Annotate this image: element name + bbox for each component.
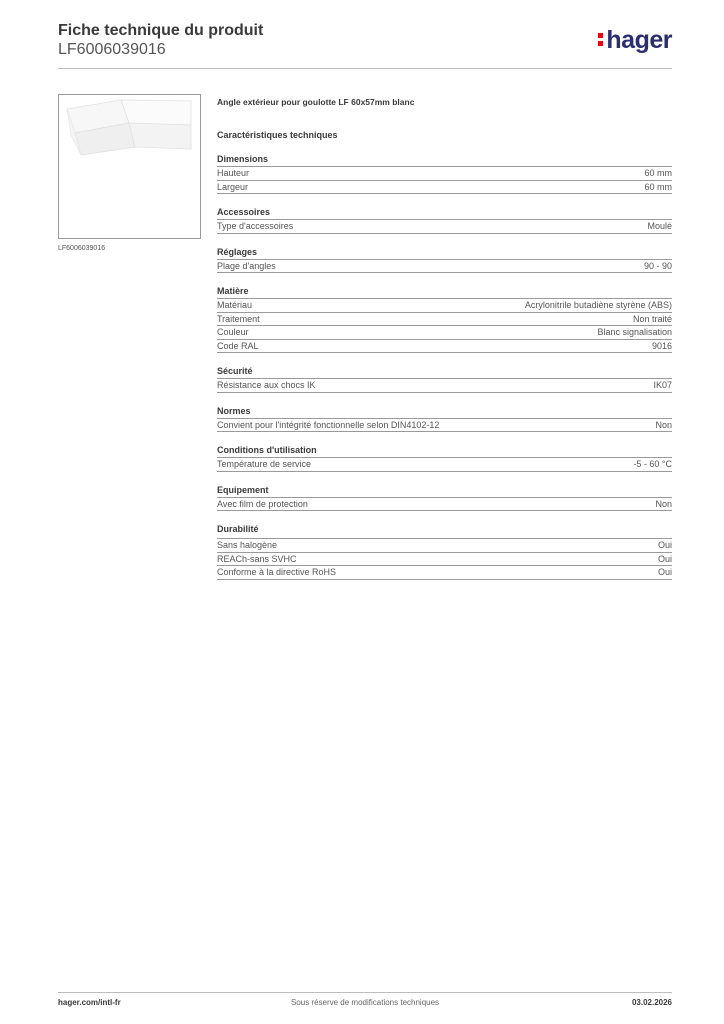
logo-text: hager: [606, 26, 672, 54]
spec-row: [217, 220, 672, 234]
header-divider: [58, 68, 672, 69]
spec-section: [217, 406, 672, 433]
section-title: Matière: [217, 286, 672, 299]
spec-row: [217, 340, 672, 354]
spec-section: [217, 445, 672, 472]
spec-label: Température de service: [217, 459, 312, 469]
spec-row: [217, 260, 672, 274]
spec-value: Non: [655, 498, 672, 509]
spec-section: [217, 286, 672, 353]
spec-row: [217, 326, 672, 340]
section-title: Normes: [217, 406, 672, 419]
spec-value: IK07: [653, 380, 672, 390]
spec-row: [217, 553, 672, 567]
spec-label: Conforme à la directive RoHS: [217, 567, 337, 577]
spec-label: Résistance aux chocs IK: [217, 380, 316, 390]
spec-section: [217, 207, 672, 234]
spec-value: Oui: [657, 553, 672, 564]
spec-row: [217, 313, 672, 327]
section-title: Equipement: [217, 485, 672, 498]
spec-section: [217, 485, 672, 512]
spec-label: Avec film de protection: [217, 498, 308, 509]
section-title: Réglages: [217, 247, 672, 260]
spec-label: REACh-sans SVHC: [217, 553, 297, 564]
section-title: Accessoires: [217, 207, 672, 220]
spec-value: Non traité: [632, 313, 672, 324]
spec-row: [217, 566, 672, 580]
footer-website: hager.com/intl-fr: [58, 998, 121, 1007]
spec-label: Matériau: [217, 300, 253, 310]
section-title: Durabilité: [217, 524, 672, 539]
spec-value: Oui: [657, 540, 672, 550]
technical-heading: Caractéristiques techniques: [217, 130, 338, 140]
spec-value: Blanc signalisation: [597, 327, 672, 337]
section-title: Sécurité: [217, 366, 672, 379]
spec-value: Oui: [657, 567, 672, 577]
spec-content: [217, 97, 672, 580]
spec-value: 60 mm: [644, 181, 672, 192]
spec-label: Largeur: [217, 181, 249, 192]
spec-label: Traitement: [217, 313, 260, 324]
spec-label: Couleur: [217, 327, 249, 337]
spec-row: [217, 498, 672, 512]
product-reference: LF6006039016: [58, 41, 166, 58]
footer-disclaimer: Sous réserve de modifications techniques: [290, 998, 440, 1007]
spec-label: Type d'accessoires: [217, 221, 294, 231]
spec-row: [217, 458, 672, 472]
spec-row: [217, 379, 672, 393]
spec-row: [217, 539, 672, 553]
product-name: Angle extérieur pour goulotte LF 60x57mm blanc: [217, 97, 415, 107]
spec-label: Convient pour l'intégrité fonctionnelle selon DIN4102-12: [217, 419, 440, 430]
spec-label: Code RAL: [217, 340, 259, 351]
spec-value: 9016: [651, 340, 672, 351]
page-title: Fiche technique du produit: [58, 22, 264, 39]
spec-row: [217, 181, 672, 195]
image-caption: LF6006039016: [58, 245, 106, 252]
footer-date: 03.02.2026: [631, 998, 672, 1007]
spec-value: 60 mm: [644, 168, 672, 178]
spec-row: [217, 299, 672, 313]
product-image: [58, 94, 201, 239]
section-title: Dimensions: [217, 154, 672, 167]
hager-logo: [598, 26, 672, 54]
spec-sections: [217, 154, 672, 580]
footer-divider: [58, 992, 672, 993]
corner-angle-icon: [59, 95, 200, 238]
spec-row: [217, 419, 672, 433]
logo-dots-icon: [598, 33, 604, 47]
spec-value: Moulé: [647, 221, 672, 231]
spec-label: Plage d'angles: [217, 260, 276, 271]
section-title: Conditions d'utilisation: [217, 445, 672, 458]
spec-label: Sans halogène: [217, 540, 278, 550]
spec-section: [217, 247, 672, 274]
spec-value: Acrylonitrile butadiène styrène (ABS): [524, 300, 672, 310]
spec-section: [217, 366, 672, 393]
page-header: [58, 22, 672, 66]
spec-section: [217, 524, 672, 580]
spec-section: [217, 154, 672, 194]
spec-value: -5 - 60 °C: [633, 459, 672, 469]
spec-value: 90 - 90: [643, 260, 672, 271]
spec-value: Non: [655, 419, 672, 430]
spec-row: [217, 167, 672, 181]
spec-label: Hauteur: [217, 168, 250, 178]
